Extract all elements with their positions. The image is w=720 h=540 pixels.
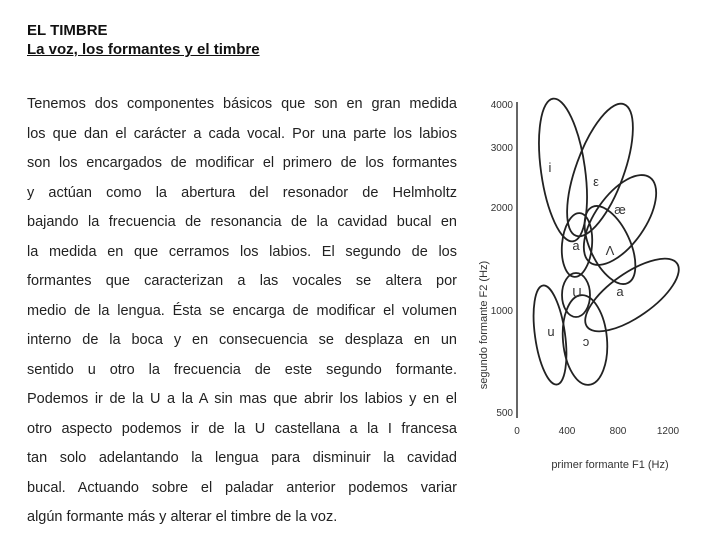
y-tick-label: 500 [496, 408, 513, 419]
x-tick-label: 0 [514, 426, 520, 437]
paragraph-line: bajando la frecuencia de resonancia de la cavidad bucal en [27, 214, 457, 230]
paragraph-line: y actúan como la abertura del resonador de Helmholtz [27, 184, 457, 201]
vowel-label-i: i [548, 160, 552, 175]
y-tick-label: 2000 [490, 203, 513, 214]
vowel-label-ae: æ [614, 202, 626, 217]
y-tick-label: 1000 [490, 306, 513, 317]
paragraph-line: otro aspecto podemos ir de la U castellana a la I francesa [27, 420, 457, 437]
x-tick-label: 1200 [656, 426, 680, 437]
paragraph-line: los que dan el carácter a cada vocal. Por una parte los labios [27, 125, 457, 142]
y-axis-label: segundo formante F2 (Hz) [478, 260, 490, 390]
paragraph-line: algún formante más y alterar el timbre de la voz. [27, 509, 338, 525]
paragraph-line: Tenemos dos componentes básicos que son en gran medida [27, 96, 457, 112]
paragraph-line: son los encargados de modificar el primero de los formantes [27, 155, 457, 171]
page-subtitle: La voz, los formantes y el timbre [27, 41, 260, 58]
y-tick-label: 4000 [490, 100, 513, 111]
vowel-label-u: u [547, 324, 555, 339]
x-axis-label: primer formante F1 (Hz) [551, 459, 669, 471]
vowel-label-epsilon: ε [593, 174, 599, 189]
paragraph-line: medio de la lengua. Ésta se encarga de modificar el volumen [27, 302, 457, 319]
vowel-label-U: U [572, 285, 582, 300]
vowel-region-open-a [574, 245, 689, 344]
paragraph-line: la medida en que cerramos los labios. El segundo de los [27, 243, 457, 260]
paragraph-line: tan solo adelantando la lengua para disminuir la cavidad [27, 450, 457, 466]
x-tick-label: 800 [609, 426, 627, 437]
body-paragraph [27, 90, 457, 533]
vowel-label-a: a [572, 238, 580, 253]
paragraph-line: Podemos ir de la U a la A sin mas que abrir los labios y en el [27, 391, 457, 407]
vowel-label-open-a: a [616, 284, 624, 299]
page-title: EL TIMBRE [27, 22, 108, 39]
paragraph-line: formantes que caracterizan a las vocales se altera por [27, 273, 457, 289]
vowel-label-open-o: ɔ [582, 334, 590, 349]
x-tick-label: 400 [558, 426, 576, 437]
formant-chart-svg [470, 90, 715, 480]
vowel-label-lambda: Λ [605, 243, 615, 258]
y-tick-label: 3000 [490, 143, 513, 154]
paragraph-line: sentido u otro la frecuencia de este segundo formante. [27, 361, 457, 378]
paragraph-line: bucal. Actuando sobre el paladar anterior podemos variar [27, 479, 457, 496]
paragraph-line: interno de la boca y en consecuencia se desplaza en un [27, 332, 457, 348]
vowel-formant-chart [470, 90, 715, 480]
title-block [27, 21, 260, 59]
